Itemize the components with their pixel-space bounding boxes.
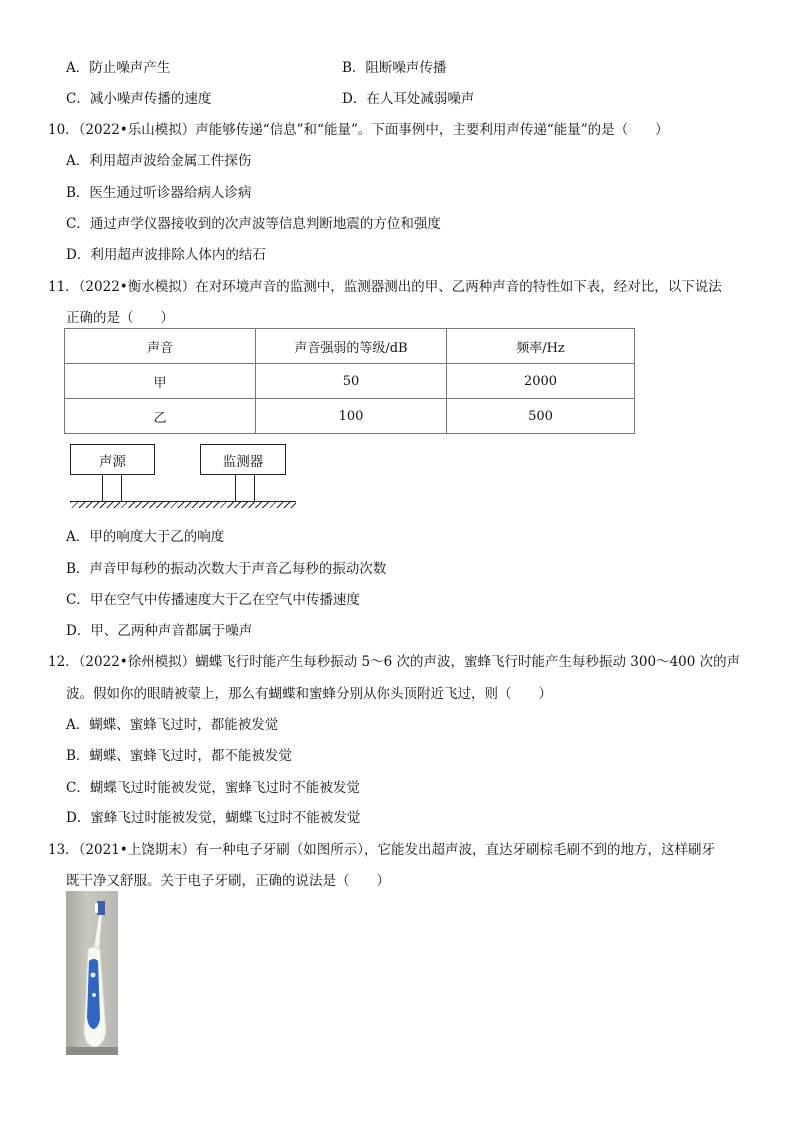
table-header: 声音 <box>65 329 256 364</box>
q11-stem-line2: 正确的是（ ） <box>66 310 174 326</box>
sound-data-table <box>64 328 635 434</box>
q12-option-d: D．蜜蜂飞过时能被发觉，蝴蝶飞过时不能被发觉 <box>66 810 361 826</box>
q12-option-c: C．蝴蝶飞过时能被发觉，蜜蜂飞过时不能被发觉 <box>66 780 360 796</box>
ground-hatching <box>70 502 296 508</box>
q11-stem-line1: 11．（2022•衡水模拟）在对环境声音的监测中，监测器测出的甲、乙两种声音的特性如下表，经对比，以下说法 <box>48 279 722 295</box>
q12-option-a: A．蝴蝶、蜜蜂飞过时，都能被发觉 <box>66 717 279 733</box>
q12-stem-line1: 12．（2022•徐州模拟）蝴蝶飞行时能产生每秒振动 5～6 次的声波，蜜蜂飞行时能产生每秒振动 300～400 次的声 <box>48 654 741 670</box>
table-cell: 2000 <box>447 364 635 399</box>
q12-option-b: B．蝴蝶、蜜蜂飞过时，都不能被发觉 <box>66 748 292 764</box>
q13-stem-line2: 既干净又舒服。关于电子牙刷，正确的说法是（ ） <box>66 873 390 889</box>
toothbrush-icon <box>66 891 118 1055</box>
sound-source-stand <box>102 474 122 502</box>
q13-stem-line1: 13．（2021•上饶期末）有一种电子牙刷（如图所示），它能发出超声波，直达牙刷棕毛刷不到的地方，这样刷牙 <box>48 842 715 858</box>
table-header: 声音强弱的等级/dB <box>256 329 447 364</box>
table-cell: 50 <box>256 364 447 399</box>
q10-stem: 10．（2022•乐山模拟）声能够传递“信息”和“能量”。下面事例中，主要利用声传递“能量”的是（ ） <box>48 122 669 138</box>
q11-option-b: B．声音甲每秒的振动次数大于声音乙每秒的振动次数 <box>66 561 387 577</box>
sound-source-box: 声源 <box>70 444 155 475</box>
table-header-row <box>65 329 635 364</box>
table-cell: 500 <box>447 399 635 434</box>
table-cell: 甲 <box>65 364 256 399</box>
q12-stem-line2: 波。假如你的眼睛被蒙上，那么有蝴蝶和蜜蜂分别从你头顶附近飞过，则（ ） <box>66 686 552 702</box>
electric-toothbrush-photo <box>66 891 118 1055</box>
table-header: 频率/Hz <box>447 329 635 364</box>
q10-option-d: D．利用超声波排除人体内的结石 <box>66 247 266 263</box>
monitor-box: 监测器 <box>200 444 286 475</box>
q10-option-b: B．医生通过听诊器给病人诊病 <box>66 185 252 201</box>
table-cell: 乙 <box>65 399 256 434</box>
q9-option-b: B．阻断噪声传播 <box>342 60 447 76</box>
q10-option-a: A．利用超声波给金属工件探伤 <box>66 153 252 169</box>
table-row <box>65 399 635 434</box>
monitor-stand <box>235 474 255 502</box>
table-cell: 100 <box>256 399 447 434</box>
q9-option-d: D．在人耳处减弱噪声 <box>342 91 475 107</box>
q11-option-c: C．甲在空气中传播速度大于乙在空气中传播速度 <box>66 592 360 608</box>
q9-option-a: A．防止噪声产生 <box>66 60 171 76</box>
table-row <box>65 364 635 399</box>
q11-option-d: D．甲、乙两种声音都属于噪声 <box>66 623 253 639</box>
q11-option-a: A．甲的响度大于乙的响度 <box>66 529 225 545</box>
q9-option-c: C．减小噪声传播的速度 <box>66 91 212 107</box>
q10-option-c: C．通过声学仪器接收到的次声波等信息判断地震的方位和强度 <box>66 216 441 232</box>
